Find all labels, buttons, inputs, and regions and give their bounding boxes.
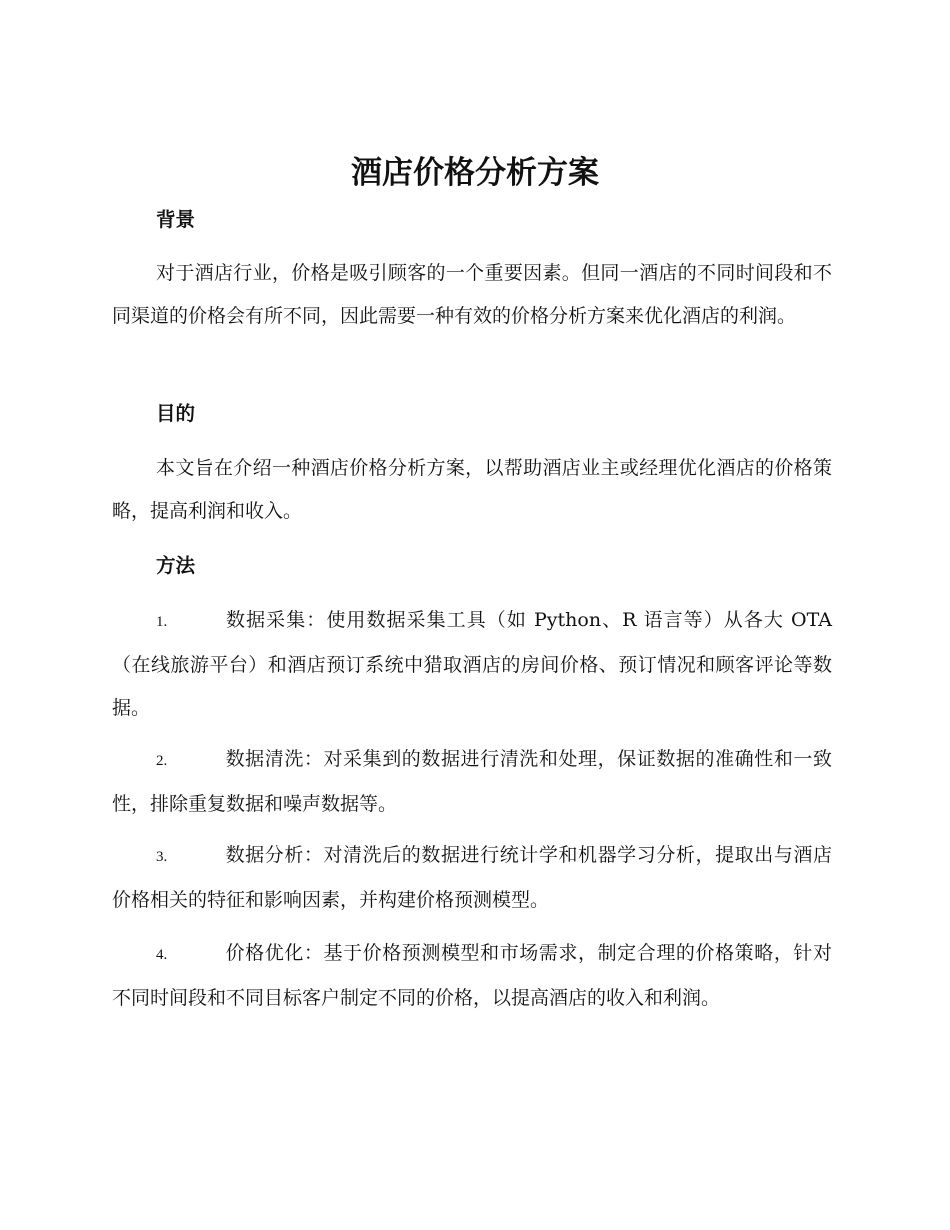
list-item-number: 1. <box>156 614 168 630</box>
method-list-item-2 <box>112 738 832 826</box>
list-item-number: 3. <box>156 849 168 865</box>
list-item-text: 数据采集：使用数据采集工具（如 Python、R 语言等）从各大 OTA（在线旅游平台）和酒店预订系统中猎取酒店的房间价格、预订情况和顾客评论等数据。 <box>112 609 832 719</box>
method-list-item-4 <box>112 932 832 1020</box>
section-heading-background: 背景 <box>156 208 196 231</box>
list-item-text: 价格优化：基于价格预测模型和市场需求，制定合理的价格策略，针对不同时间段和不同目标客户制定不同的价格，以提高酒店的收入和利润。 <box>112 942 832 1009</box>
list-item-text: 数据清洗：对采集到的数据进行清洗和处理，保证数据的准确性和一致性，排除重复数据和噪声数据等。 <box>112 748 832 815</box>
method-list-item-1 <box>112 599 832 730</box>
method-list-item-3 <box>112 834 832 922</box>
list-item-text: 数据分析：对清洗后的数据进行统计学和机器学习分析，提取出与酒店价格相关的特征和影响因素，并构建价格预测模型。 <box>112 844 832 911</box>
section-heading-purpose: 目的 <box>156 402 196 425</box>
paragraph-background: 对于酒店行业，价格是吸引顾客的一个重要因素。但同一酒店的不同时间段和不同渠道的价格会有所不同，因此需要一种有效的价格分析方案来优化酒店的利润。 <box>112 262 832 327</box>
paragraph-purpose: 本文旨在介绍一种酒店价格分析方案，以帮助酒店业主或经理优化酒店的价格策略，提高利润和收入。 <box>112 457 832 522</box>
section-heading-method: 方法 <box>156 554 196 577</box>
document-title: 酒店价格分析方案 <box>351 155 599 191</box>
list-item-number: 4. <box>156 947 168 963</box>
list-item-number: 2. <box>156 753 168 769</box>
